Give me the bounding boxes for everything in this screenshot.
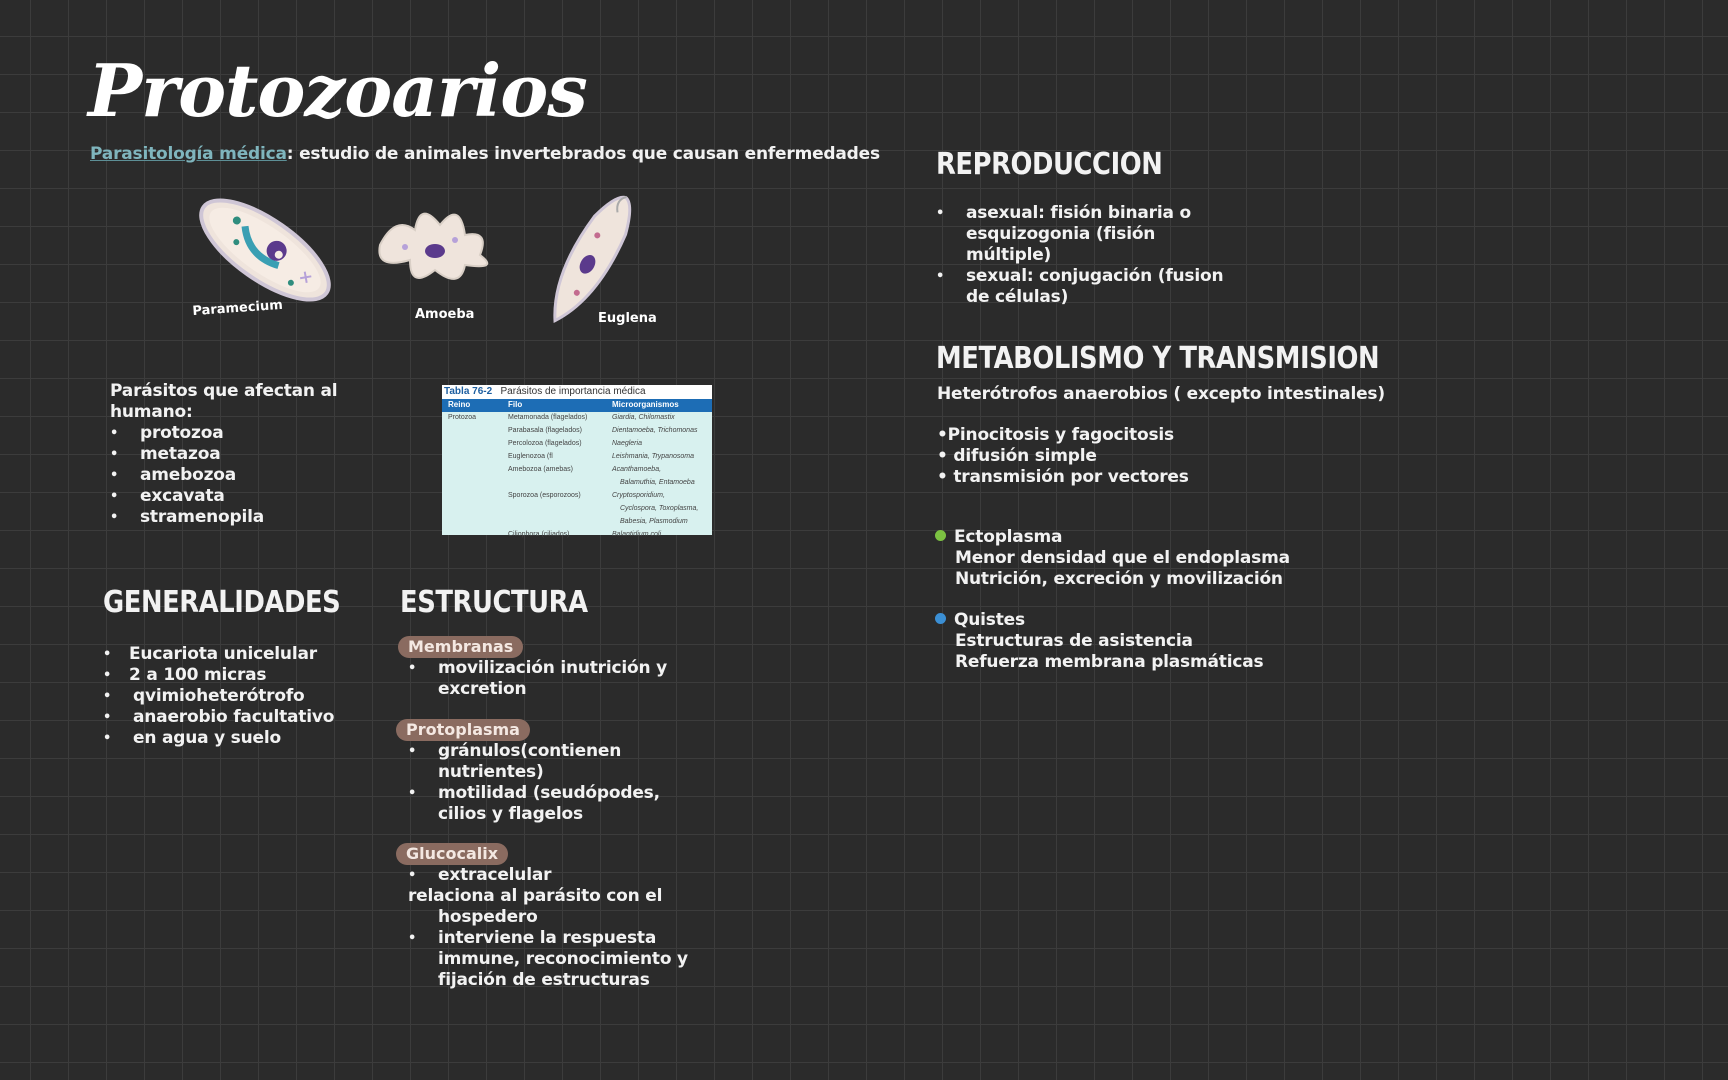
metabolismo-subtitle: Heterótrofos anaerobios ( excepto intestinales) [937, 384, 1385, 404]
reproduccion-heading: REPRODUCCION [936, 147, 1163, 182]
glucocalix-line-cont: hospedero [438, 907, 538, 927]
reproduccion-list [936, 203, 1226, 308]
list-item: • stramenopila [110, 507, 370, 528]
euglena-label: Euglena [598, 311, 657, 326]
table-cell: Balantidium coli [612, 531, 662, 538]
table-cell: Sporozoa (esporozoos) [508, 492, 581, 499]
generalidades-list [103, 644, 363, 749]
membranas-pill [398, 636, 523, 658]
list-item: • anaerobio facultativo [103, 707, 363, 728]
reproduccion-section [936, 203, 1226, 308]
subtitle-highlight: Parasitología médica [90, 144, 287, 164]
metabolismo-list [937, 425, 1189, 488]
list-item: • amebozoa [110, 465, 370, 486]
list-item: • sexual: conjugación (fusion de células) [936, 266, 1226, 308]
protoplasma-pill [396, 719, 530, 741]
list-item: •Pinocitosis y fagocitosis [937, 425, 1174, 445]
estructura-heading: ESTRUCTURA [400, 585, 588, 620]
list-item: • metazoa [110, 444, 370, 465]
glucocalix-pill [396, 843, 508, 865]
table-cell: Metamonada (flagelados) [508, 414, 588, 421]
list-item: • 2 a 100 micras [103, 665, 363, 686]
table-cell: Cyclospora, Toxoplasma, [620, 505, 699, 512]
parasites-table [442, 385, 712, 538]
ectoplasma-line: Menor densidad que el endoplasma [955, 548, 1290, 568]
protoplasma-section [408, 741, 708, 825]
table-cell: Euglenozoa (fl [508, 453, 553, 460]
table-row [442, 412, 712, 425]
table-cell: Babesia, Plasmodium [620, 518, 688, 525]
quistes-line: Estructuras de asistencia [955, 631, 1193, 651]
table-cell: Amebozoa (amebas) [508, 466, 573, 473]
amoeba-label: Amoeba [415, 307, 475, 322]
table-row [442, 516, 712, 529]
list-item: • protozoa [110, 423, 370, 444]
paramecium-label: Paramecium [191, 297, 284, 320]
table-cell: Naegleria [612, 440, 642, 447]
table-cell: Parabasala (flagelados) [508, 427, 582, 434]
list-item: • transmisión por vectores [937, 467, 1189, 487]
page-title: Protozoarios [88, 48, 587, 133]
table-cell: Dientamoeba, Trichomonas [612, 427, 698, 434]
list-item: • difusión simple [937, 446, 1097, 466]
table-cell: Protozoa [448, 414, 477, 421]
list-item: • gránulos(contienen nutrientes) [408, 741, 638, 783]
table-header-cell: Filo [508, 400, 523, 409]
list-item: • Eucariota unicelular [103, 644, 363, 665]
table-caption-number: Tabla 76-2 [444, 386, 493, 397]
glucocalix-list-1 [408, 865, 688, 886]
list-item: • motilidad (seudópodes, cilios y flagelos [408, 783, 708, 825]
parasites-section [110, 381, 370, 528]
glucocalix-line: relaciona al parásito con el [408, 886, 663, 906]
quistes-label: Quistes [954, 610, 1025, 630]
table-row [442, 425, 712, 438]
list-item: • excavata [110, 486, 370, 507]
table-caption-text: Parásitos de importancia médica [500, 386, 646, 397]
table-row [442, 464, 712, 477]
generalidades-heading: GENERALIDADES [103, 585, 341, 620]
metabolismo-heading: METABOLISMO Y TRANSMISION [936, 341, 1380, 376]
table-row [442, 477, 712, 490]
table-cell: Balamuthia, Entamoeba [620, 479, 695, 486]
list-item: • en agua y suelo [103, 728, 363, 749]
glucocalix-list-2 [408, 928, 688, 991]
table-row [442, 451, 712, 464]
table-header-cell: Reino [448, 400, 471, 409]
table-cell: Cryptosporidium, [612, 492, 665, 499]
organism-illustrations [190, 190, 710, 340]
parasites-intro: Parásitos que afectan al humano: [110, 381, 338, 422]
table-cell: Ciliophora (ciliados) [508, 531, 570, 538]
protoplasma-list [408, 741, 708, 825]
green-dot-icon [935, 530, 946, 541]
ectoplasma-section [935, 527, 1290, 590]
table-caption [442, 385, 712, 399]
table-cell: Acanthamoeba, [612, 466, 662, 473]
generalidades-section [103, 644, 363, 749]
table-cell: Giardia, Chilomastix [612, 414, 675, 421]
list-item: • interviene la respuesta immune, reconocimiento y fijación de estructuras [408, 928, 688, 991]
table-row [442, 503, 712, 516]
blue-dot-icon [935, 613, 946, 624]
list-item: • extracelular [408, 865, 688, 886]
table-cell: Leishmania, Trypanosoma [612, 453, 694, 460]
membranas-label: Membranas [398, 636, 523, 658]
page-subtitle [90, 144, 880, 164]
list-item: • asexual: fisión binaria o esquizogonia (fisión múltiple) [936, 203, 1226, 266]
euglena-illustration [538, 190, 644, 331]
table-body [442, 412, 712, 542]
table-header-cell: Microorganismos [612, 400, 679, 409]
membranas-section [408, 658, 678, 700]
ectoplasma-line: Nutrición, excreción y movilización [955, 569, 1283, 589]
protoplasma-label: Protoplasma [396, 719, 530, 741]
table-cell: Percolozoa (flagelados) [508, 440, 582, 447]
membranas-list [408, 658, 678, 700]
list-item: • movilización inutrición y excretion [408, 658, 678, 700]
glucocalix-section [408, 865, 688, 991]
table-row [442, 438, 712, 451]
parasites-list [110, 423, 370, 528]
table-row [442, 529, 712, 542]
quistes-section [935, 610, 1263, 673]
subtitle-rest: : estudio de animales invertebrados que causan enfermedades [286, 144, 880, 164]
table-row [442, 490, 712, 503]
amoeba-illustration [379, 214, 487, 279]
quistes-line: Refuerza membrana plasmáticas [955, 652, 1264, 672]
ectoplasma-label: Ectoplasma [954, 527, 1063, 547]
list-item: • qvimioheterótrofo [103, 686, 363, 707]
glucocalix-label: Glucocalix [396, 843, 508, 865]
table-header [442, 399, 712, 412]
